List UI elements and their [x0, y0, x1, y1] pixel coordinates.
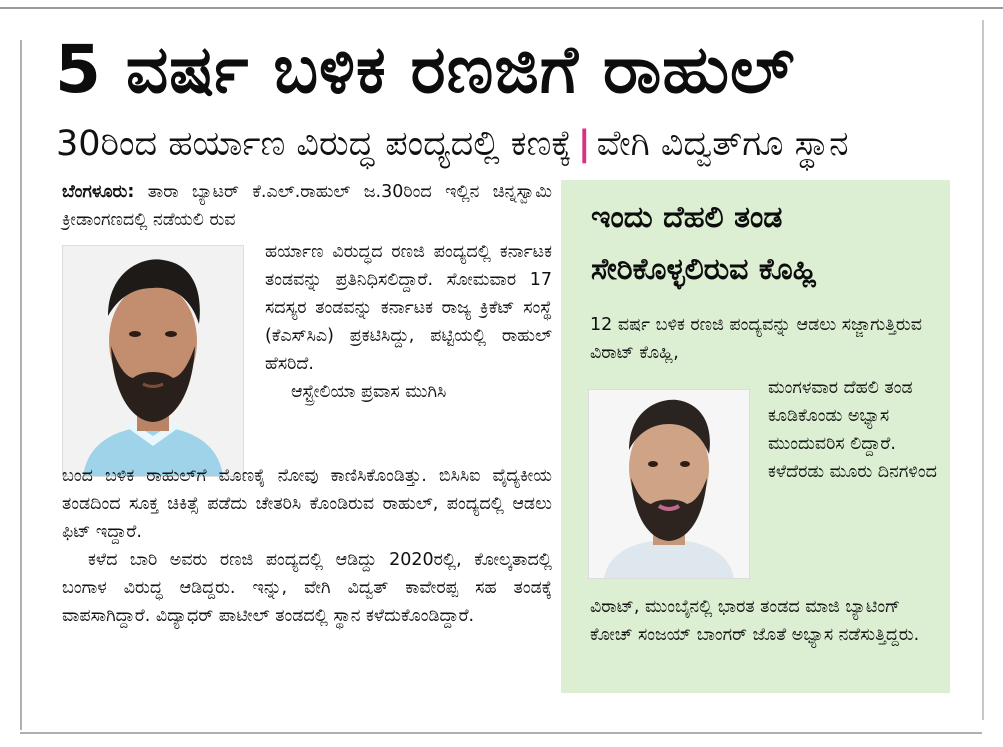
subheadline [56, 122, 976, 166]
para3: ಕಳೆದ ಬಾರಿ ಅವರು ರಣಜಿ ಪಂದ್ಯದಲ್ಲಿ ಆಡಿದ್ದು 2020ರಲ್ಲಿ, ಕೋಲ್ಕತಾದಲ್ಲಿ ಬಂಗಾಳ ವಿರುದ್ಧ ಆಡಿದ್ದರು. ಇನ್ನು, ವೇಗಿ ವಿದ್ವತ್ ಕಾವೇರಪ್ಪ ಸಹ ತಂಡಕ್ಕೆ ವಾಪಸಾಗಿದ್ದಾರೆ. ವಿದ್ಯಾಧರ್ ಪಾಟೀಲ್ ತಂಡದಲ್ಲಿ ಸ್ಥಾನ ಕಳೆದುಕೊಂಡಿದ್ದಾರೆ. [62, 550, 552, 626]
sidebar-title-line2: ಸೇರಿಕೊಳ್ಳಲಿರುವ ಕೊಹ್ಲಿ [591, 252, 817, 287]
subheadline-separator: | [577, 124, 591, 164]
right-column-rule [982, 20, 984, 720]
sidebar-title [591, 192, 941, 296]
sidebar-bottom-text [590, 593, 940, 649]
dateline: ಬೆಂಗಳೂರು: [62, 182, 135, 202]
main-story-lower [62, 462, 552, 630]
sidebar-bottom-paragraph: ವಿರಾಟ್, ಮುಂಬೈನಲ್ಲಿ ಭಾರತ ತಂಡದ ಮಾಜಿ ಬ್ಯಾಟಿಂಗ್ ಕೋಚ್ ಸಂಜಯ್ ಬಾಂಗರ್ ಜೊತೆ ಅಭ್ಯಾಸ ನಡೆಸುತ್ತಿದ್ದರು. [590, 597, 920, 645]
top-rule [0, 7, 1003, 9]
rahul-portrait-image [63, 246, 243, 476]
para2-rest: ಬಂದ ಬಳಿಕ ರಾಹುಲ್‌ಗೆ ಮೊಣಕೈ ನೋವು ಕಾಣಿಸಿಕೊಂಡಿತ್ತು. ಬಿಸಿಸಿಐ ವೈದ್ಯಕೀಯ ತಂಡದಿಂದ ಸೂಕ್ತ ಚಿಕಿತ್ಸೆ ಪಡೆದು ಚೇತರಿಸಿ ಕೊಂಡಿರುವ ರಾಹುಲ್, ಪಂದ್ಯದಲ್ಲಿ ಆಡಲು ಫಿಟ್ ಇದ್ದಾರೆ. [62, 466, 552, 542]
headline: 5 ವರ್ಷ ಬಳಿಕ ರಣಜಿಗೆ ರಾಹುಲ್ [55, 31, 796, 108]
sidebar-title-line1: ಇಂದು ದೆಹಲಿ ತಂಡ [591, 200, 783, 235]
rahul-photo [62, 245, 244, 477]
main-story-wrap-text [265, 238, 552, 406]
subheadline-left: 30ರಿಂದ ಹರ್ಯಾಣ ವಿರುದ್ಧ ಪಂದ್ಯದಲ್ಲಿ ಕಣಕ್ಕೆ [56, 124, 572, 164]
left-column-rule [20, 40, 22, 730]
bottom-rule [20, 732, 982, 734]
para2-start: ಆಸ್ಟ್ರೇಲಿಯಾ ಪ್ರವಾಸ ಮುಗಿಸಿ [291, 382, 447, 402]
subheadline-right: ವೇಗಿ ವಿದ್ವತ್‌ಗೂ ಸ್ಥಾನ [596, 124, 849, 164]
sidebar-intro-text: 12 ವರ್ಷ ಬಳಿಕ ರಣಜಿ ಪಂದ್ಯವನ್ನು ಆಡಲು ಸಜ್ಜಾಗುತ್ತಿರುವ ವಿರಾಟ್ ಕೊಹ್ಲಿ, [590, 315, 922, 363]
wrap-paragraph: ಹರ್ಯಾಣ ವಿರುದ್ಧದ ರಣಜಿ ಪಂದ್ಯದಲ್ಲಿ ಕರ್ನಾಟಕ ತಂಡವನ್ನು ಪ್ರತಿನಿಧಿಸಲಿದ್ದಾರೆ. ಸೋಮವಾರ 17 ಸದಸ್ಯರ ತಂಡವನ್ನು ಕರ್ನಾಟಕ ರಾಜ್ಯ ಕ್ರಿಕೆಟ್ ಸಂಸ್ಥೆ (ಕೆಎಸ್‌ಸಿಎ) ಪ್ರಕಟಿಸಿದ್ದು, ಪಟ್ಟಿಯಲ್ಲಿ ರಾಹುಲ್ ಹೆಸರಿದೆ. [265, 242, 552, 374]
sidebar-narrow-text [768, 374, 938, 486]
main-story-lead [62, 178, 552, 234]
kohli-photo [588, 389, 750, 579]
sidebar-intro [590, 311, 940, 367]
lead-text: ತಾರಾ ಬ್ಯಾಟರ್ ಕೆ.ಎಲ್.ರಾಹುಲ್ ಜ.30ರಿಂದ ಇಲ್ಲಿನ ಚಿನ್ನಸ್ವಾಮಿ ಕ್ರೀಡಾಂಗಣದಲ್ಲಿ ನಡೆಯಲಿ ರುವ [62, 182, 552, 230]
sidebar-narrow-paragraph: ಮಂಗಳವಾರ ದೆಹಲಿ ತಂಡ ಕೂಡಿಕೊಂಡು ಅಭ್ಯಾಸ ಮುಂದುವರಿಸ ಲಿದ್ದಾರೆ. ಕಳೆದೆರಡು ಮೂರು ದಿನಗಳಿಂದ [768, 378, 937, 482]
kohli-portrait-image [589, 390, 749, 578]
